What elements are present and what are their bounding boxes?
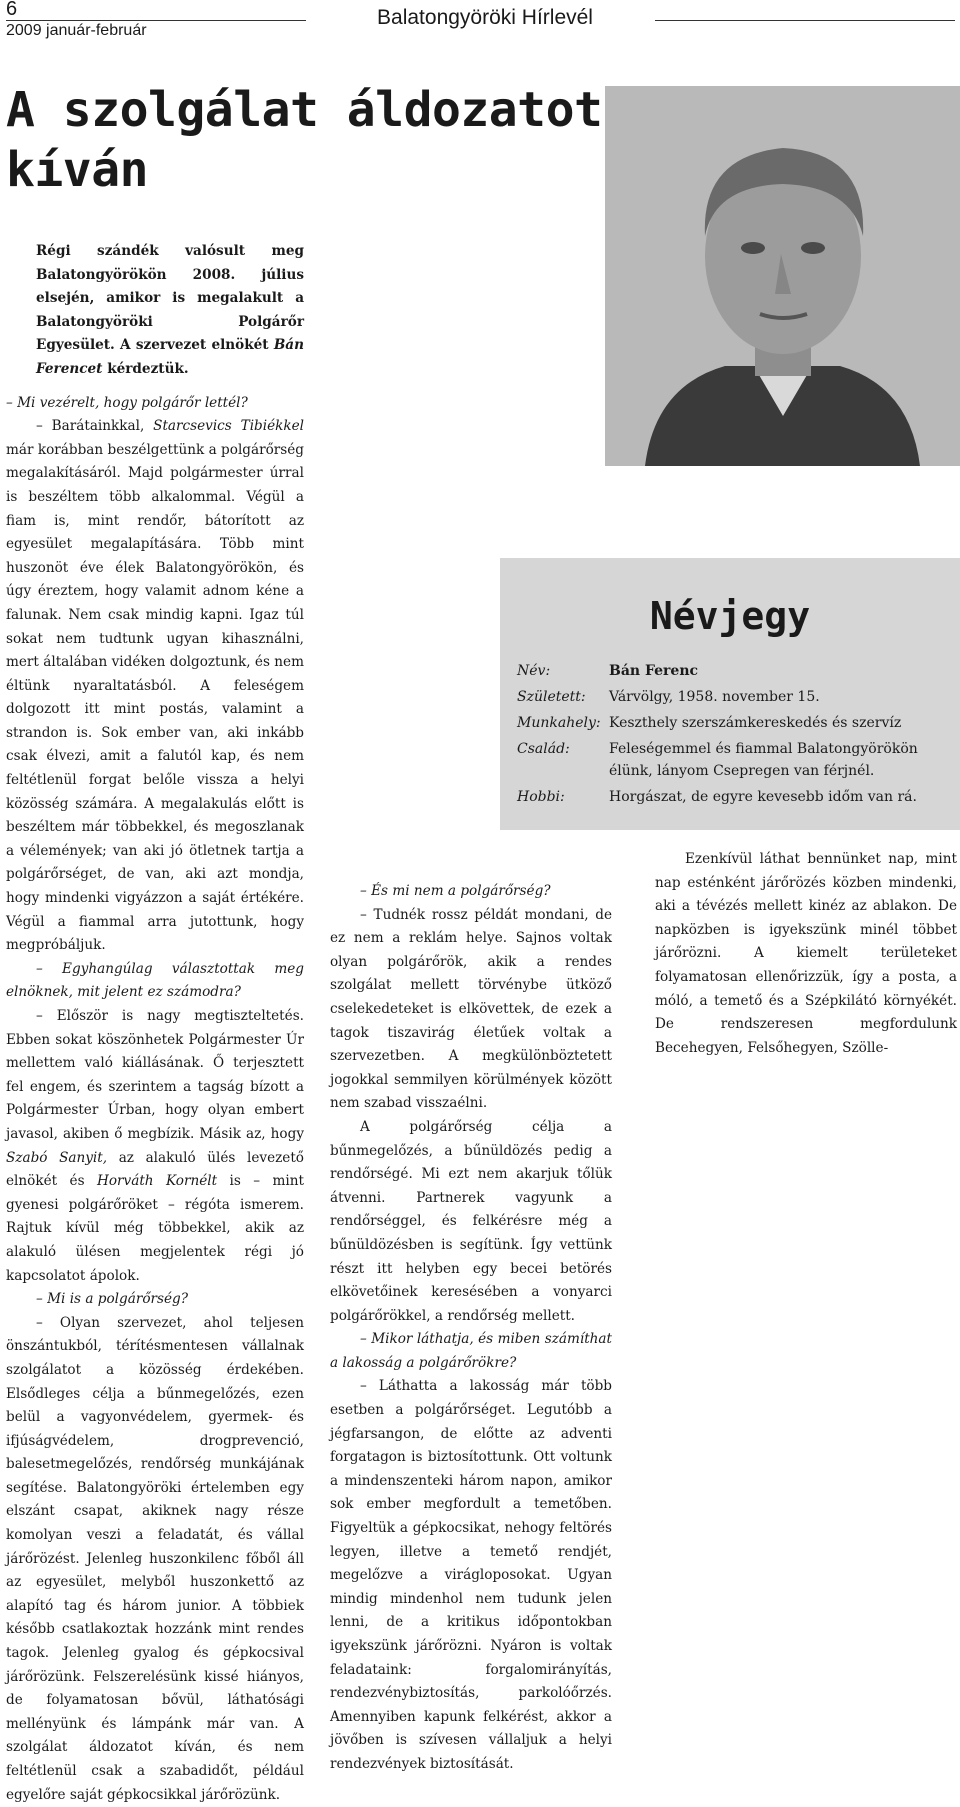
question: – Egyhangúlag választottak meg elnöknek, mit jelent ez számodra? <box>6 960 304 1001</box>
answer-text: is – mint gyenesi polgárőröket – régóta ismerem. Rajtuk kívül még többekkel, akik az alakuló ülésen megjelentek régi jó kapcsolatot ápolok. <box>6 1173 304 1284</box>
answer <box>6 1005 304 1288</box>
article-headline: A szolgálat áldozatot kíván <box>6 82 603 198</box>
answer-continued: Ezenkívül láthat bennünket nap, mint nap esténként járőrözés közben mindenki, aki a tévézés mellett kinéz az ablakon. De napközben is igyekszünk minél többet járőrözni. A kiemelt területeket folyamatosan ellenőrizzük, így a posta, a móló, a temető és a Szépkilátó környékét. De rendszeresen megfordulunk Becehegyen, Felsőhegyen, Szölle- <box>655 851 957 1056</box>
portrait-photo <box>605 86 960 466</box>
article-lead <box>6 240 304 382</box>
answer: – Tudnék rossz példát mondani, de ez nem a reklám helye. Sajnos voltak olyan polgárőrök, akik a rendes szolgálat mellett törvénybe ütköző cselekedeteket is elkövettek, de ezek a tagok tiszavirág életűek voltak a szervezetben. A megkülönböztetett jogokkal semmilyen körülmények között nem szabad visszaélni. <box>330 906 612 1112</box>
lead-name: Bán Ferencet <box>36 337 304 377</box>
answer-name: Horváth Kornélt <box>97 1173 218 1190</box>
lead-text: Régi szándék valósult meg Balatongyörökön 2008. július elsején, amikor is megalakult a Balatongyöröki Polgárőr Egyesület. A szervezet elnökét <box>36 243 304 354</box>
portrait-illustration <box>605 86 960 466</box>
question: – Mi vezérelt, hogy polgárőr lettél? <box>6 394 248 411</box>
answer-text: már korábban beszélgettünk a polgárőrség megalakításáról. Majd polgármester úrral is beszéltem több alkalommal. Végül a fiam is, mint rendőr, bátorított az egyesület megalapítására. Több mint huszonöt éve élek Balatongyörökön, és úgy éreztem, hogy valamit adnom kéne a falunak. Nem csak mindig kapni. Igaz túl sokat nem tudtunk ugyan kihasználni, mert általában vidéken dolgoztunk, és nem éltünk nyaraltatásból. A feleségem dolgozott itt mint postás, valamint a strandon is. Sok ember van, aki inkább csak élvezi, amit a falutól kap, és nem feltétlenül forgat belőle vissza a helyi közösség számára. A megalakulás előtt is beszéltem már többekkel, és megoszlanak a vélemények; van aki jó ötletnek tartja a polgárőrséget, de van, aki azt mondja, hogy mindenki vigyázzon a saját értékére. Végül a fiammal arra jutottunk, hogy megpróbáljuk. <box>6 441 304 954</box>
answer-continued: A polgárőrség célja a bűnmegelőzés, a bűnüldözés pedig a rendőrségé. Mi ezt nem akarjuk tőlük átvenni. Partnerek vagyunk a rendőrséggel, és felkérésre még a bűnüldözésben is segítünk. Így vettünk részt itt helyben egy becei betörés elkövetőinek keresésében a vonyarci polgárőrökkel, a rendőrség mellett. <box>330 1118 612 1324</box>
question: – És mi nem a polgárőrség? <box>360 883 551 899</box>
profile-label: Név: <box>517 663 551 679</box>
profile-value: Keszthely szerszámkereskedés és szervíz <box>609 715 902 731</box>
page-number: 6 <box>6 0 18 20</box>
header-rule-right <box>655 20 955 21</box>
answer-name: Starcsevics Tibiékkel <box>153 418 305 435</box>
profile-value: Várvölgy, 1958. november 15. <box>609 689 820 705</box>
header-rule-left <box>6 20 306 21</box>
answer-name: Szabó Sanyit, <box>6 1149 108 1166</box>
profile-value: Bán Ferenc <box>609 663 699 679</box>
profile-value: Horgászat, de egyre kevesebb időm van rá. <box>609 789 917 805</box>
answer: – Olyan szervezet, ahol teljesen önszántukból, térítésmentesen vállalnak szolgálatot a közösség érdekében. Elsődleges célja a bűnmegelőzés, ezen belül a vagyonvédelem, gyermek- és ifjúságvédelem, drogprevenció, balesetmegelőzés, rendőrség munkájának segítése. Balatongyöröki értelemben egy elszánt csapat, akiknek nagy része komolyan veszi a feladatát, és vállal járőrözést. Jelenleg huszonkilenc főből áll az egyesület, melyből huszonkettő az alapító tag és három junior. A többiek később csatlakoztak hozzánk mint rendes tagok. Jelenleg gyalog és gépkocsival járőrözünk. Felszerelésünk kissé hiányos, de folyamatosan bővül, láthatósági mellényünk és lámpánk már van. A szolgálat áldozatot kíván, és nem feltétlenül csak a szabadidőt, például egyelőre saját gépkocsikkal járőrözünk. <box>6 1314 304 1803</box>
article-column-2 <box>330 240 612 1777</box>
profile-label: Hobbi: <box>517 789 565 805</box>
lead-text-end: kérdeztük. <box>102 360 189 377</box>
publication-title: Balatongyöröki Hírlevél <box>377 6 593 29</box>
profile-label: Család: <box>517 741 570 757</box>
question: – Mi is a polgárőrség? <box>36 1291 189 1308</box>
profile-card-title: Névjegy <box>649 594 811 638</box>
profile-value: Feleségemmel és fiammal Balatongyörökön élünk, lányom Csepregen van férjnél. <box>609 741 918 779</box>
issue-date: 2009 január-február <box>6 22 147 39</box>
answer: – Láthatta a lakosság már több esetben a polgárőrséget. Legutóbb a jégfarsangon, de előtte az adventi forgatagon is biztosítottunk. Ott voltunk a mindenszenteki három napon, amikor sok ember megfordult a temetőben. Figyeltük a gépkocsikat, nehogy feltörés legyen, illetve a temető rendjét, megelőzve a virágloposokat. Ugyan mindig mindenhol nem tudunk jelen lenni, de a kritikus időpontokban igyekszünk járőrözni. Nyáron is voltak feladataink: forgalomirányítás, rendezvénybiztosítás, parkolóőrzés. Amennyiben kapunk felkérést, akkor a jövőben is szívesen vállaljuk a helyi rendezvények biztosítását. <box>330 1378 612 1772</box>
profile-label: Munkahely: <box>517 715 601 731</box>
answer-text: az alakuló ülés levezető elnökét és <box>6 1149 304 1190</box>
article-column-3 <box>655 848 957 1060</box>
answer <box>6 415 304 958</box>
answer-text: – Először is nagy megtiszteltetés. Ebben sokat köszönhetek Polgármester Úr mellettem való kiállásának. Ő terjesztett fel engem, és szerintem a tagság bízott a Polgármester Úrban, hogy olyan embert javasol, akiben ő megbízik. Másik az, hogy <box>6 1008 304 1142</box>
article-column-1 <box>6 240 304 1807</box>
answer-text: – Barátainkkal, <box>36 418 154 435</box>
profile-label: Született: <box>517 689 586 705</box>
question: – Mikor láthatja, és miben számíthat a lakosság a polgárőrökre? <box>330 1331 612 1371</box>
